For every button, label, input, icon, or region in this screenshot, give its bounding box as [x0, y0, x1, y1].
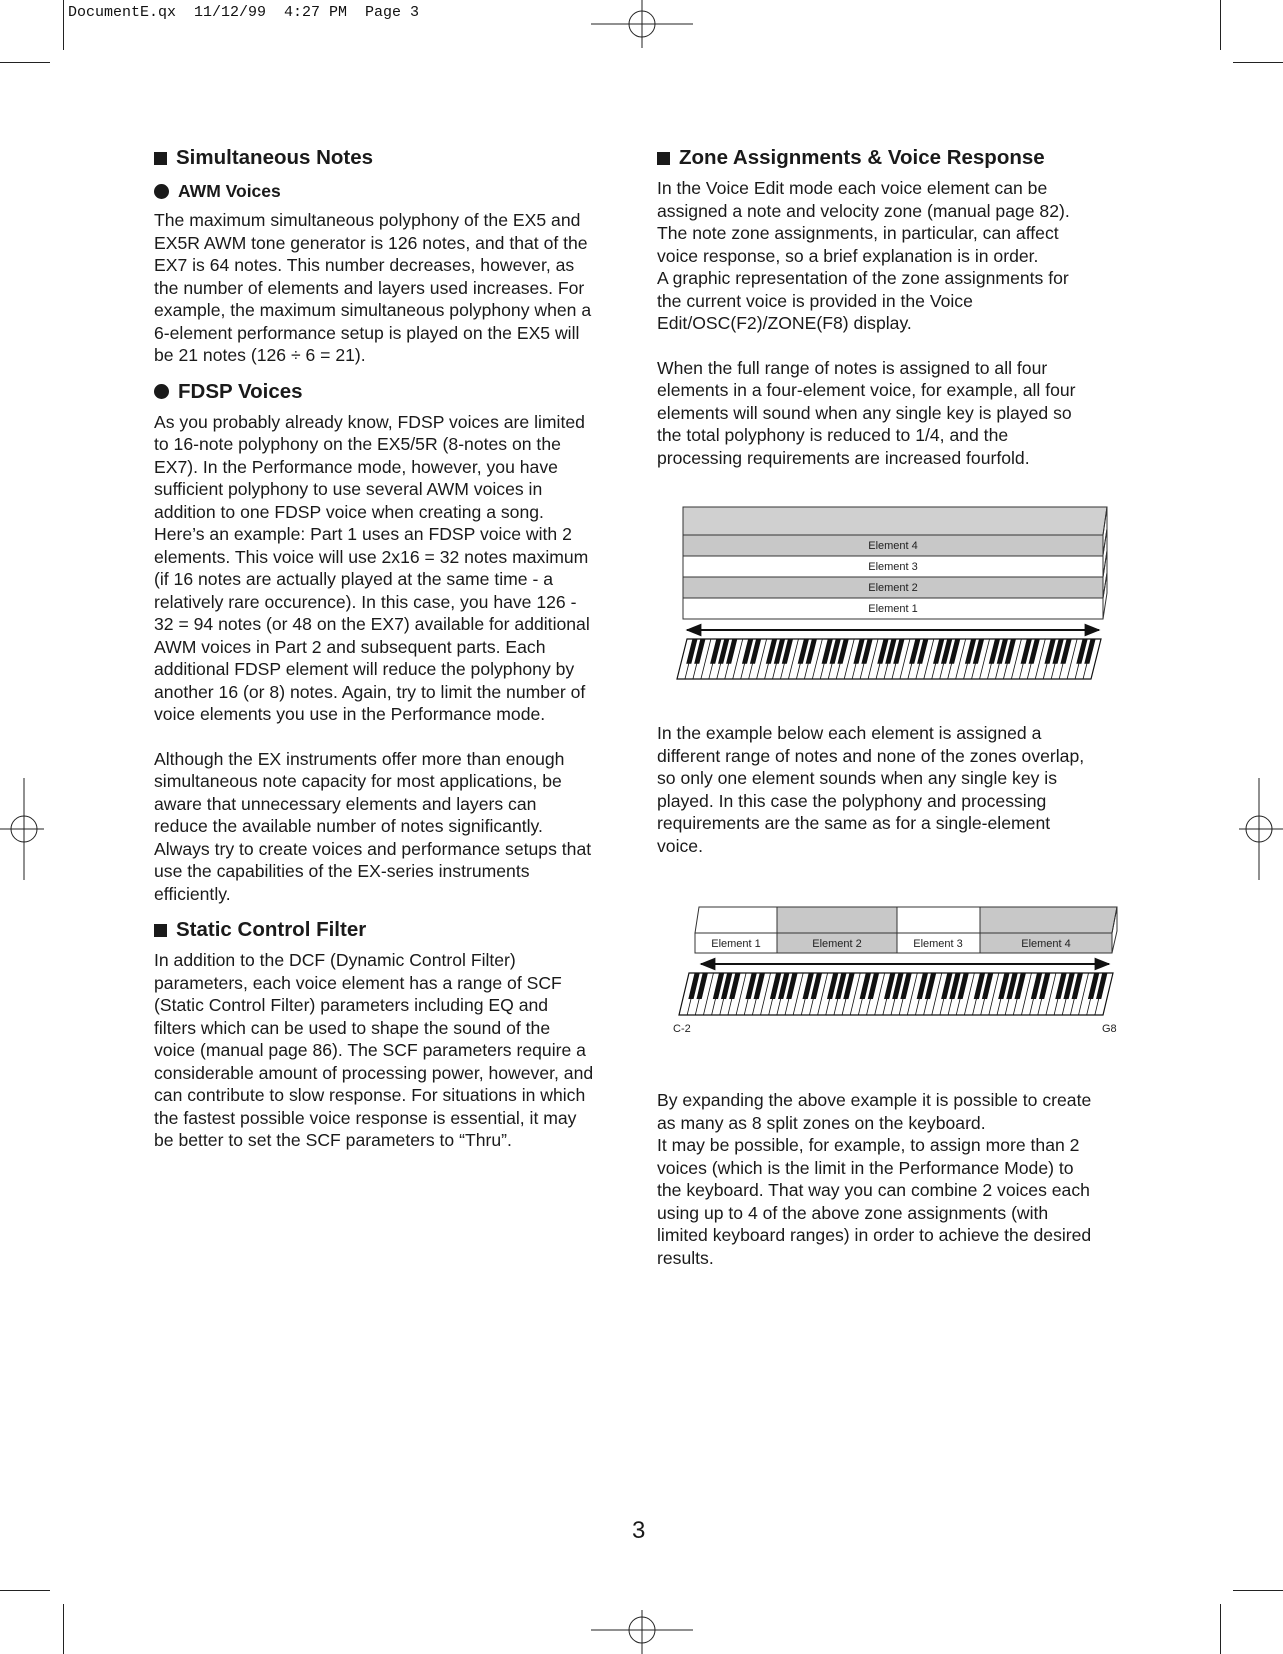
crop-mark: [63, 1604, 64, 1654]
keyboard-icon: [679, 973, 1113, 1015]
paragraph: The maximum simultaneous polyphony of the EX5 and EX5R AWM tone generator is 126 notes, and that of the EX7 is 64 notes. This number decreases, however, as the number of elements and layers used increases. For example, the maximum simultaneous polyphony when a 6-element performance setup is played on the EX5 will be 21 notes (126 ÷ 6 = 21).: [154, 210, 592, 365]
subsection-heading: AWM Voices: [154, 180, 626, 202]
paragraph: Although the EX instruments offer more than enough simultaneous note capacity for most applications, be aware that unnecessary elements and layers can reduce the available number of notes significantly. Always try to create voices and performance setups that use the capabilities of the EX-series instruments efficiently.: [154, 748, 592, 904]
element-label: Element 3: [913, 938, 963, 950]
split-zone-diagram: [657, 901, 1129, 1061]
full-range-zone-diagram: [657, 503, 1129, 693]
registration-mark: [591, 0, 693, 48]
crop-mark: [1220, 1604, 1221, 1654]
element-label: Element 3: [868, 561, 918, 573]
element-label: Element 4: [868, 540, 918, 552]
subsection-heading: FDSP Voices: [154, 380, 626, 404]
low-note-label: C-2: [673, 1023, 691, 1035]
crop-mark: [1233, 1590, 1283, 1591]
crop-mark: [1233, 62, 1283, 63]
section-heading: Static Control Filter: [154, 918, 626, 942]
registration-mark: [0, 778, 44, 880]
left-column: [154, 146, 626, 1152]
crop-mark: [0, 62, 50, 63]
registration-mark: [1239, 778, 1283, 880]
paragraph: As you probably already know, FDSP voices are limited to 16-note polyphony on the EX5/5R (8-notes on the EX7). In the Performance mode, however, you have sufficient polyphony to use several AWM voices in addition to one FDSP voice when creating a song. Here’s an example: Part 1 uses an FDSP voice with 2 elements. This voice will use 2x16 = 32 notes maximum (if 16 notes are actually played at the same time - a relatively rare occurence). In this case, you have 126 - 32 = 94 notes (or 48 on the EX7) available for additional AWM voices in Part 2 and subsequent parts. Each additional FDSP element will reduce the polyphony by another 16 (or 8) notes. Again, try to limit the number of voice elements you use in the Performance mode.: [154, 411, 590, 724]
high-note-label: G8: [1102, 1023, 1117, 1035]
section-heading: Simultaneous Notes: [154, 146, 626, 170]
crop-mark: [63, 0, 64, 50]
keyboard-icon: [677, 639, 1101, 679]
element-label: Element 4: [1021, 938, 1071, 950]
circle-bullet-icon: [154, 384, 169, 399]
crop-mark: [0, 1590, 50, 1591]
element-label: Element 1: [868, 603, 918, 615]
paragraph: In the example below each element is assigned a different range of notes and none of the zones overlap, so only one element sounds when any single key is played. In this case the polyphony and processing requirements are the same as for a single-element voice.: [657, 723, 1085, 856]
square-bullet-icon: [154, 152, 167, 165]
square-bullet-icon: [154, 924, 167, 937]
paragraph: In the Voice Edit mode each voice element can be assigned a note and velocity zone (manual page 82). The note zone assignments, in particular, can affect voice response, so a brief explanation is in order. A graphic representation of the zone assignments for the current voice is provided in the Voice Edit/OSC(F2)/ZONE(F8) display.: [657, 178, 1070, 333]
paragraph: In addition to the DCF (Dynamic Control Filter) parameters, each voice element has a range of SCF (Static Control Filter) parameters including EQ and filters which can be used to shape the sound of the voice (manual page 86). The SCF parameters require a considerable amount of processing power, however, and can contribute to slow response. For situations in which the fastest possible voice response is essential, it may be better to set the SCF parameters to “Thru”.: [154, 950, 594, 1150]
print-slug: DocumentE.qx 11/12/99 4:27 PM Page 3: [68, 4, 420, 21]
paragraph: By expanding the above example it is possible to create as many as 8 split zones on the keyboard. It may be possible, for example, to assign more than 2 voices (which is the limit in the Performance Mode) to the keyboard. That way you can combine 2 voices each using up to 4 of the above zone assignments (with limited keyboard ranges) in order to achieve the desired results.: [657, 1090, 1092, 1268]
element-label: Element 1: [711, 938, 761, 950]
page-number: 3: [632, 1517, 646, 1544]
paragraph: When the full range of notes is assigned to all four elements in a four-element voice, for example, all four elements will sound when any single key is played so the total polyphony is reduced to 1/4, and the processing requirements are increased fourfold.: [657, 357, 1076, 468]
section-heading: Zone Assignments & Voice Response: [657, 146, 1129, 170]
registration-mark: [591, 1610, 693, 1654]
circle-bullet-icon: [154, 184, 169, 199]
element-label: Element 2: [812, 938, 862, 950]
right-column: [657, 146, 1129, 1269]
crop-mark: [1220, 0, 1221, 50]
square-bullet-icon: [657, 152, 670, 165]
element-label: Element 2: [868, 582, 918, 594]
